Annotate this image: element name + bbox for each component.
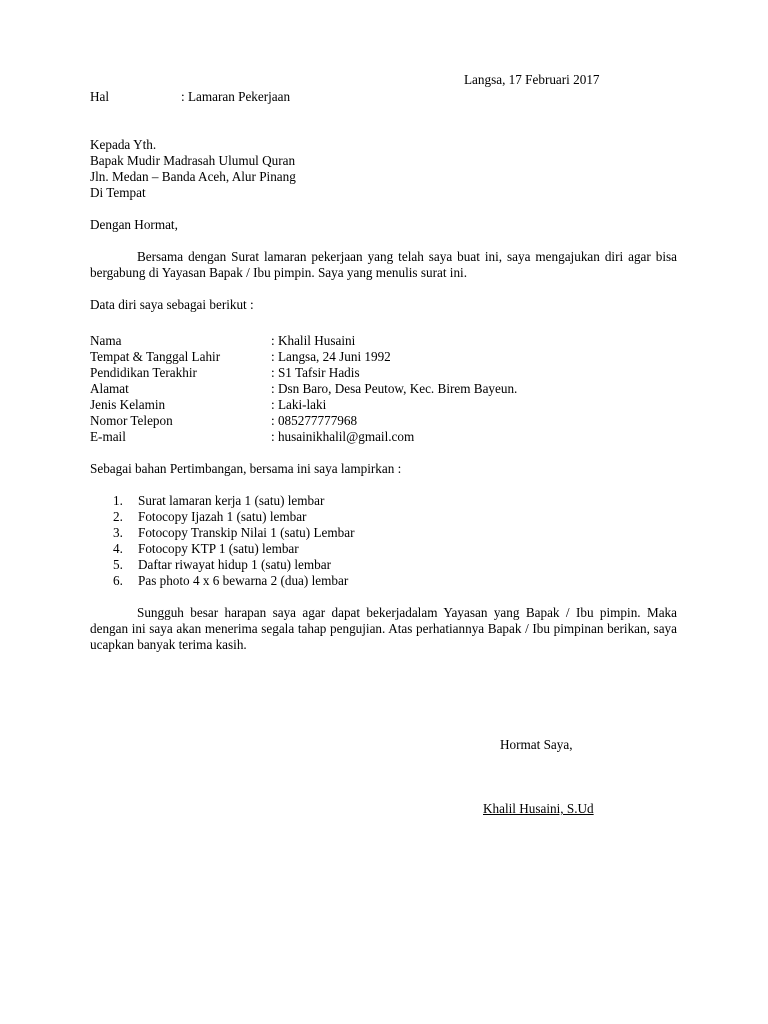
intro-paragraph: Bersama dengan Surat lamaran pekerjaan yang telah saya buat ini, saya mengajukan diri agar bisa bergabung di Yayasan Bapak / Ibu pimpin. Saya yang menulis surat ini. [90,249,677,280]
list-item [113,541,613,557]
attachments-heading: Sebagai bahan Pertimbangan, bersama ini saya lampirkan : [90,461,402,476]
data-heading: Data diri saya sebagai berikut : [90,297,254,312]
signature-name: Khalil Husaini, S.Ud [483,801,594,816]
list-text: Fotocopy KTP 1 (satu) lembar [138,541,299,556]
data-row [90,397,690,413]
data-value: : Dsn Baro, Desa Peutow, Kec. Birem Bayeun. [271,381,518,396]
subject-label: Hal [90,89,110,104]
recipient-line: Bapak Mudir Madrasah Ulumul Quran [90,153,296,168]
list-text: Fotocopy Transkip Nilai 1 (satu) Lembar [138,525,355,540]
data-label: Nomor Telepon [90,413,173,428]
list-item [113,493,613,509]
list-number: 3. [113,525,123,540]
data-value: : husainikhalil@gmail.com [271,429,415,444]
data-value: : Langsa, 24 Juni 1992 [271,349,391,364]
data-label: Jenis Kelamin [90,397,166,412]
list-text: Surat lamaran kerja 1 (satu) lembar [138,493,325,508]
list-number: 2. [113,509,123,524]
data-value: : S1 Tafsir Hadis [271,365,360,380]
data-row [90,349,690,365]
list-number: 5. [113,557,123,572]
data-label: Alamat [90,381,129,396]
list-item [113,557,613,573]
data-label: Nama [90,333,122,348]
data-value: : 085277777968 [271,413,358,428]
data-row [90,333,690,349]
data-row [90,429,690,445]
list-text: Daftar riwayat hidup 1 (satu) lembar [138,557,331,572]
data-row [90,413,690,429]
list-text: Pas photo 4 x 6 bewarna 2 (dua) lembar [138,573,349,588]
closing-paragraph: Sungguh besar harapan saya agar dapat bekerjadalam Yayasan yang Bapak / Ibu pimpin. Maka dengan ini saya akan menerima segala tahap pengujian. Atas perhatiannya Bapak / Ibu pimpinan berikan, saya ucapkan banyak terima kasih. [90,605,677,652]
list-item [113,509,613,525]
data-row [90,365,690,381]
list-item [113,525,613,541]
data-label: E-mail [90,429,126,444]
data-row [90,381,690,397]
recipient-line: Jln. Medan – Banda Aceh, Alur Pinang [90,169,296,184]
greeting: Dengan Hormat, [90,217,178,232]
list-item [113,573,613,589]
recipient-line: Kepada Yth. [90,137,157,152]
regards: Hormat Saya, [500,737,573,752]
subject-value: : Lamaran Pekerjaan [181,89,291,104]
recipient-line: Di Tempat [90,185,146,200]
list-number: 1. [113,493,123,508]
data-value: : Laki-laki [271,397,327,412]
data-value: : Khalil Husaini [271,333,356,348]
data-label: Tempat & Tanggal Lahir [90,349,221,364]
data-label: Pendidikan Terakhir [90,365,197,380]
list-text: Fotocopy Ijazah 1 (satu) lembar [138,509,307,524]
list-number: 4. [113,541,123,556]
place-date: Langsa, 17 Februari 2017 [464,72,600,87]
list-number: 6. [113,573,123,588]
